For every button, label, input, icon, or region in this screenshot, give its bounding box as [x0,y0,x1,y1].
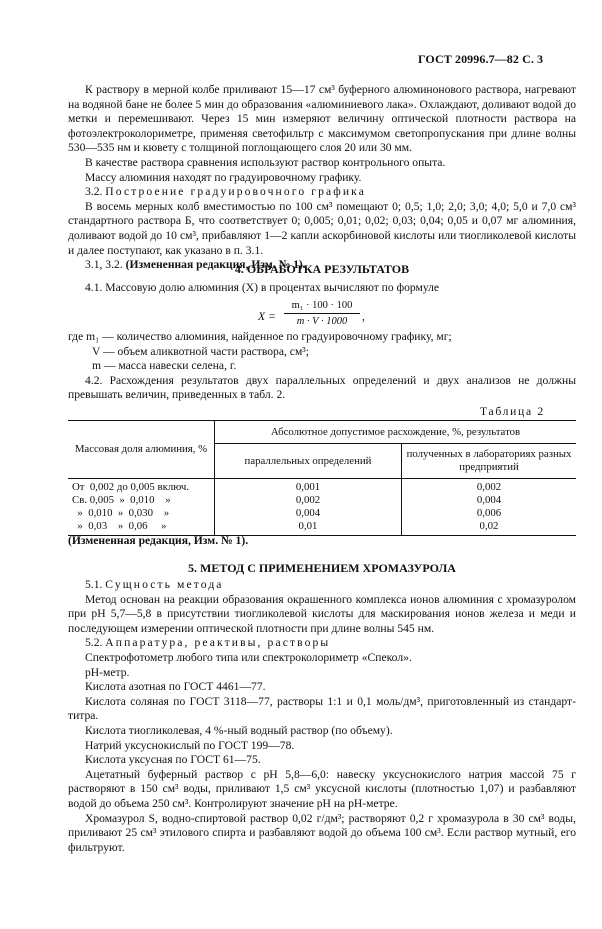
formula-fraction [284,299,360,328]
paragraph-calibration: В восемь мерных колб вместимостью по 100 см³ помещают 0; 0,5; 1,0; 2,0; 3,0; 4,0; 5,0 и 7,0 см³ стандартного раствора Б, что соответствует 0; 0,005; 0,01; 0,02; 0,03; 0,04; 0,05 и 0,07 мг алюминия, доливают водой до 10 см³, прибавляют 1—2 капли аскорбиновой кислоты или тиогликолевой кислоты и далее поступают, как указано в п. 3.1. [68,199,576,257]
table-cell-labs: 0,004 [476,494,502,506]
heading-5-2 [68,636,576,651]
definition-m1: где m₁ — количество алюминия, найденное по градуировочному графику, мг; [68,330,452,343]
formula-aluminium [258,299,458,333]
formula-tail: , [362,310,365,323]
reagent-spectrophotometer: Спектрофотометр любого типа или спектроколориметр «Спекол». [85,650,412,664]
table-cell-range: Св. 0,005 » 0,010 » [68,494,215,507]
table-row [68,479,576,495]
heading-3-2-number: 3.2. [85,185,103,199]
paragraph-reference-solution: В качестве раствора сравнения используют раствор контрольного опыта. [85,155,446,169]
reagent-sodium-acetate: Натрий уксуснокислый по ГОСТ 199—78. [85,738,295,752]
table-cell-range: » 0,010 » 0,030 » [68,507,215,520]
definition-m: m — масса навески селена, г. [92,359,237,373]
section-5-title: 5. МЕТОД С ПРИМЕНЕНИЕМ ХРОМАЗУРОЛА [188,561,456,575]
formula-fraction-bar [284,313,360,314]
table-cell-parallel: 0,01 [215,520,402,536]
paragraph-discrepancies: 4.2. Расхождения результатов двух параллельных определений и двух анализов не должны превышать величин, приведенных в табл. 2. [68,373,576,402]
table-cell-parallel: 0,004 [215,507,402,520]
heading-5-1-title: Сущность метода [105,578,224,591]
amendment-note-2-block [68,534,576,549]
table-2-header-mass-fraction: Массовая доля алюминия, % [68,421,215,479]
amendment-note-1-text: (Измененная редакция, Изм. № 1). [125,258,306,272]
section-5-body [68,578,576,855]
formula-lhs: X = [258,310,276,323]
paragraph-mass-from-graph: Массу алюминия находят по градуировочному графику. [85,170,362,184]
heading-5-1 [68,578,576,593]
page-header: ГОСТ 20996.7—82 С. 3 [418,52,544,66]
table-cell-labs: 0,006 [476,507,502,519]
table-row [68,494,576,507]
reagent-ph-meter: pH-метр. [85,665,130,679]
section-4-heading [68,262,576,277]
definition-v: V — объем аликвотной части раствора, см³; [92,344,309,358]
paragraph-formula-intro: 4.1. Массовую долю алюминия (X) в процентах вычисляют по формуле [85,281,440,294]
table-2-header-labs: полученных в лабораториях разных предприятий [402,444,577,479]
formula-numerator: m₁ · 100 · 100 [291,300,353,311]
formula-denominator: m · V · 1000 [296,316,348,327]
table-cell-range: » 0,03 » 0,06 » [68,520,215,536]
section-5-heading [68,561,576,576]
table-cell-parallel: 0,001 [215,479,402,495]
reagent-nitric-acid: Кислота азотная по ГОСТ 4461—77. [85,680,266,694]
table-2-header-group: Абсолютное допустимое расхождение, %, результатов [215,421,577,444]
section-3-1-continuation [68,83,576,273]
reagent-acetate-buffer: Ацетатный буферный раствор с pH 5,8—6,0: навеску уксуснокислого натрия массой 75 г растворяют в 150 см³ воды, приливают 1,5 см³ уксусной кислоты (плотностью 1,07) и разбавляют водой до объема 250 см³. Контролируют значение pH на pH-метре. [68,767,576,810]
reagent-hydrochloric-acid: Кислота соляная по ГОСТ 3118—77, растворы 1:1 и 0,1 моль/дм³, приготовленный из стандарт-титра. [68,694,576,723]
table-2-caption: Таблица 2 [480,405,545,418]
formula-definitions [68,330,576,403]
section-4-title: 4. ОБРАБОТКА РЕЗУЛЬТАТОВ [234,262,410,276]
table-cell-range: От 0,002 до 0,005 включ. [68,479,215,495]
reagent-thioglycolic-acid: Кислота тиогликолевая, 4 %-ный водный раствор (по объему). [85,723,393,737]
heading-5-2-title: Аппаратура, реактивы, растворы [105,636,331,650]
table-cell-labs: 0,02 [402,520,577,536]
amendment-note-1-prefix: 3.1, 3.2. [85,258,126,272]
heading-5-1-number: 5.1. [85,578,103,591]
table-cell-labs: 0,002 [476,481,502,493]
table-cell-parallel: 0,002 [215,494,402,507]
paragraph-procedure: К раствору в мерной колбе приливают 15—17 см³ буферного алюминонового раствора, нагревают на водяной бане не более 5 мин до образования «алюминиевого лака». Охлаждают, доливают водой до метки и перемешивают. Через 15 мин измеряют величину оптической плотности раствора на фотоэлектроколориметре, применяя светофильтр с максимумом светопропускания при длине волны 530—535 нм и кювету с толщиной поглощающего слоя 20 или 30 мм. [68,83,576,155]
table-2-header-parallel: параллельных определений [215,444,402,479]
table-2 [68,420,576,536]
heading-3-2-title: Построение градуировочного графика [105,185,366,199]
paragraph-method-essence: Метод основан на реакции образования окрашенного комплекса ионов алюминия с хромазуролом при pH 5,7—5,8 в присутствии тиогликолевой кислоты для маскирования ионов железа и меди и последующем измерении оптической плотности при длине волны 545 нм. [68,592,576,635]
section-4-1 [68,281,576,296]
heading-3-2 [68,185,576,200]
heading-5-2-number: 5.2. [85,636,103,650]
reagent-chromazurol: Хромазурол S, водно-спиртовой раствор 0,02 г/дм³; растворяют 0,2 г хромазурола в 30 см³ воды, приливают 25 см³ этилового спирта и разбавляют водой до объема 100 см³. Если раствор мутный, его фильтруют. [68,811,576,854]
table-row [68,507,576,520]
reagent-acetic-acid: Кислота уксусная по ГОСТ 61—75. [85,753,261,767]
amendment-note-2: (Измененная редакция, Изм. № 1). [68,534,249,547]
